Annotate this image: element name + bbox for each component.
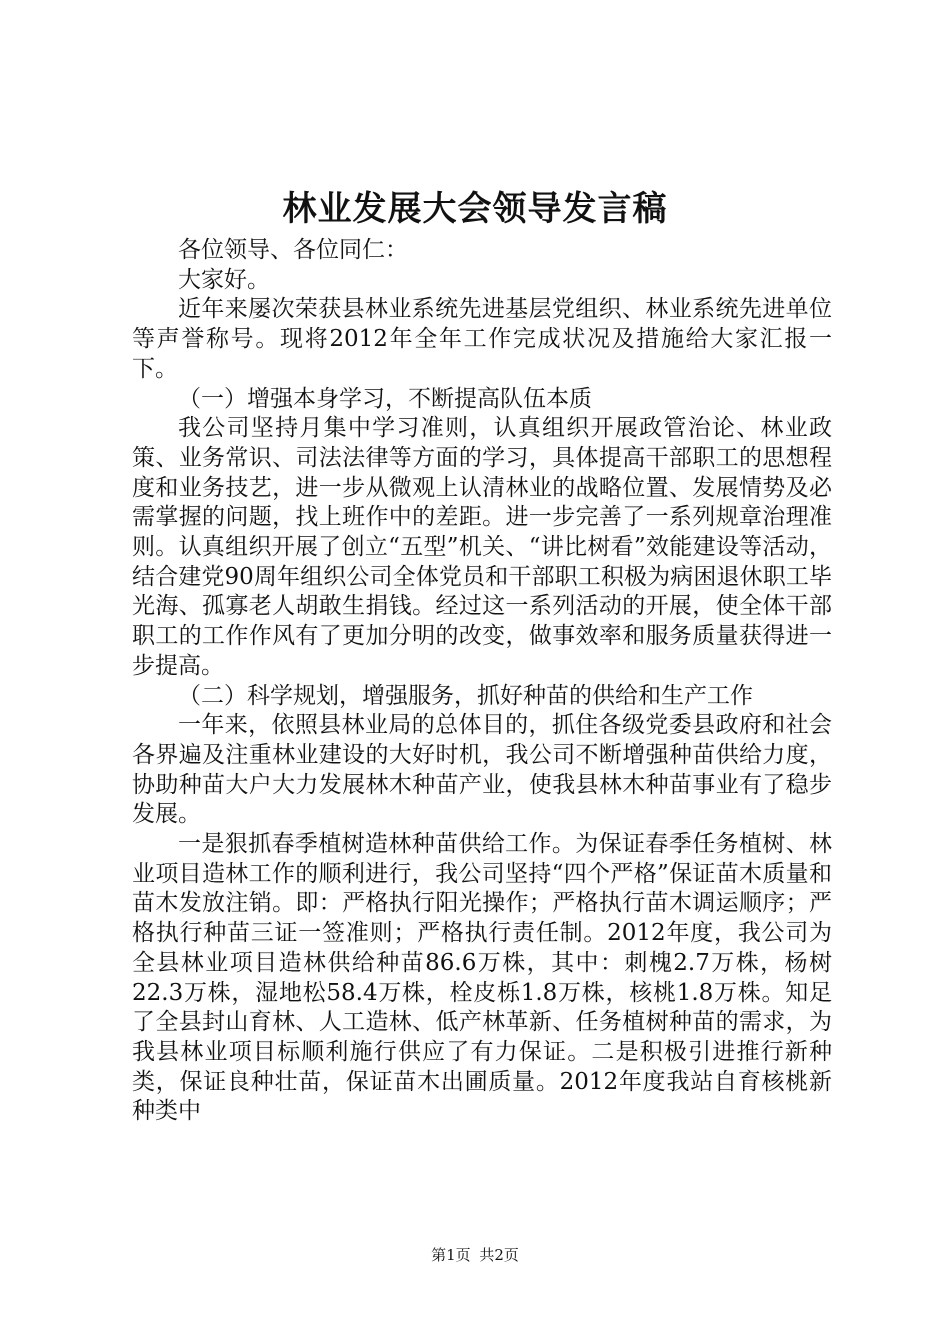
document-title: 林业发展大会领导发言稿 [282,189,668,229]
page-number: 第1页 [431,1246,471,1264]
salutation: 各位领导、各位同仁： [178,237,408,263]
section-heading-2: （二）科学规划，增强服务，抓好种苗的供给和生产工作 [178,682,753,709]
greeting: 大家好。 [178,266,270,293]
paragraph-section-2-detail: 一是狠抓春季植树造林种苗供给工作。为保证春季任务植树、林业项目造林工作的顺利进行，我公司坚持“四个严格”保证苗木质量和苗木发放注销。即：严格执行阳光操作；严格执行苗木调运顺序；严格执行种苗三证一签准则；严格执行责任制。2012年度，我公司为全县林业项目造林供给种苗86.6万株，其中：刺槐2.7万株，杨树22.3万株，湿地松58.4万株，栓皮栎1.8万株，核桃1.8万株。知足了全县封山育林、人工造林、低产林革新、任务植树种苗的需求，为我县林业项目标顺利施行供应了有力保证。二是积极引进推行新种类，保证良种壮苗，保证苗木出圃质量。2012年度我站自育核桃新种类中 [132,831,832,1125]
paragraph-intro: 近年来屡次荣获县林业系统先进基层党组织、林业系统先进单位等声誉称号。现将2012年全年工作完成状况及措施给大家汇报一下。 [132,296,832,382]
paragraph-section-2: 一年来，依照县林业局的总体目的，抓住各级党委县政府和社会各界遍及注重林业建设的大好时机，我公司不断增强种苗供给力度，协助种苗大户大力发展林木种苗产业，使我县林木种苗事业有了稳步发展。 [132,712,832,828]
document-body [132,236,832,1127]
page-total: 共2页 [479,1246,519,1264]
paragraph-section-1: 我公司坚持月集中学习准则，认真组织开展政管治论、林业政策、业务常识、司法法律等方面的学习，具体提高干部职工的思想程度和业务技艺，进一步从微观上认清林业的战略位置、发展情势及必需掌握的问题，找上班作中的差距。进一步完善了一系列规章治理准则。认真组织开展了创立“五型”机关、“讲比树看”效能建设等活动，结合建党90周年组织公司全体党员和干部职工积极为病困退休职工毕光海、孤寡老人胡敢生捐钱。经过这一系列活动的开展，使全体干部职工的工作作风有了更加分明的改变，做事效率和服务质量获得进一步提高。 [132,415,832,679]
section-heading-1: （一）增强本身学习，不断提高队伍本质 [178,385,592,412]
page-footer [0,1245,950,1265]
